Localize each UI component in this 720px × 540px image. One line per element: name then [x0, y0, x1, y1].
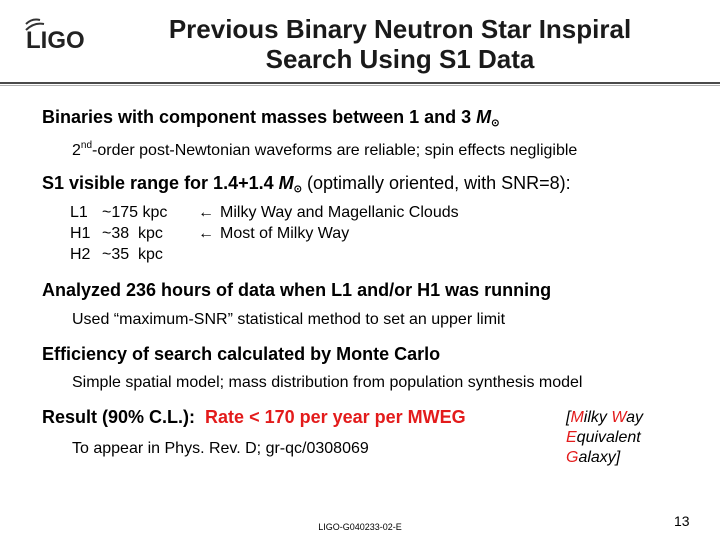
mweg-line-2: Equivalent	[566, 429, 641, 446]
bullet-result-sub: To appear in Phys. Rev. D; gr-qc/0308069	[72, 440, 369, 457]
bullet-range-text: S1 visible range for 1.4+1.4	[42, 173, 279, 193]
bullet-masses-sub	[72, 140, 577, 160]
order-superscript: nd	[80, 140, 93, 151]
ligo-logo-mark	[22, 14, 96, 58]
order-number: 2	[72, 142, 81, 159]
detector-name: H2	[70, 246, 91, 263]
result-value: Rate < 170 per year per MWEG	[205, 407, 466, 427]
bullet-range	[42, 173, 571, 195]
range-table	[70, 202, 459, 265]
bullet-masses-text: Binaries with component masses between 1 and 3	[42, 107, 477, 127]
mweg-initial-e: E	[566, 429, 577, 446]
left-arrow-icon	[198, 244, 220, 265]
solar-mass-symbol-2: M	[278, 173, 294, 193]
left-arrow-icon: ←	[198, 225, 214, 242]
mweg-note	[566, 408, 643, 468]
range-note: Most of Milky Way	[220, 225, 350, 242]
range-row	[70, 202, 459, 223]
detector-range: ~35 kpc	[102, 246, 163, 263]
bullet-masses	[42, 107, 500, 129]
left-arrow-icon: ←	[198, 204, 214, 221]
range-note	[220, 244, 459, 265]
range-note: Milky Way and Magellanic Clouds	[220, 204, 459, 221]
bullet-range-rest: (optimally oriented, with SNR=8):	[302, 173, 571, 193]
bullet-efficiency-sub: Simple spatial model; mass distribution from population synthesis model	[72, 374, 583, 391]
logo-text: LIGO	[26, 27, 85, 54]
title-line-1: Previous Binary Neutron Star Inspiral	[168, 14, 632, 44]
result-label: Result (90% C.L.):	[42, 407, 196, 427]
bullet-result	[42, 407, 466, 428]
bullet-analyzed-sub: Used “maximum-SNR” statistical method to set an upper limit	[72, 311, 506, 328]
range-row	[70, 244, 459, 265]
solar-mass-subscript: ⊙	[491, 118, 500, 129]
detector-range: ~175 kpc	[102, 204, 168, 221]
mweg-initial-g: G	[566, 449, 579, 466]
detector-name: L1	[70, 204, 88, 221]
bullet-analyzed: Analyzed 236 hours of data when L1 and/or H1 was running	[42, 280, 552, 300]
mweg-initial-w: W	[611, 409, 627, 426]
mweg-line-1: [Milky Way	[566, 409, 644, 426]
title-divider-shadow	[0, 85, 720, 86]
solar-mass-subscript-2: ⊙	[293, 184, 303, 195]
title-line-2: Search Using S1 Data	[265, 44, 535, 74]
ligo-logo	[22, 14, 96, 58]
title-divider	[0, 82, 720, 84]
slide-title	[110, 14, 690, 74]
bullet-masses-sub-text: -order post-Newtonian waveforms are reliable; spin effects negligible	[92, 142, 578, 159]
mweg-line-3: Galaxy]	[566, 449, 621, 466]
mweg-initial-m: M	[570, 409, 584, 426]
range-row	[70, 223, 459, 244]
page-number: 13	[674, 513, 690, 529]
detector-range: ~38 kpc	[102, 225, 163, 242]
document-id: LIGO-G040233-02-E	[318, 522, 402, 532]
solar-mass-symbol: M	[476, 107, 492, 127]
detector-name: H1	[70, 225, 91, 242]
bullet-efficiency: Efficiency of search calculated by Monte Carlo	[42, 344, 441, 364]
